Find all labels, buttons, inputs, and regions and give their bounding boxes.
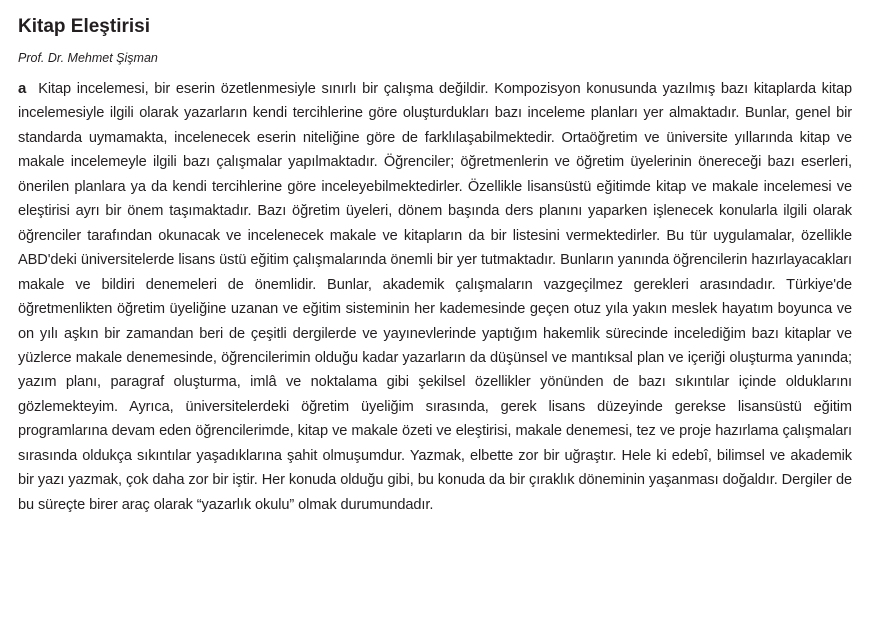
article-author: Prof. Dr. Mehmet Şişman bbox=[18, 51, 158, 65]
article-body bbox=[18, 77, 852, 517]
article-page bbox=[18, 14, 852, 517]
section-marker: a bbox=[18, 80, 27, 97]
body-paragraph: Kitap incelemesi, bir eserin özetlenmesiyle sınırlı bir çalışma değildir. Kompozisyon konusunda yazılmış bazı kitaplarda kitap incelemesiyle ilgili olarak yazarların kendi tercihlerine göre oluşturdukları bazı inceleme planları yer almaktadır. Bunlar, genel bir standarda uymamakta, incelenecek eserin niteliğine göre de farklılaşabilmektedir. Ortaöğretim ve üniversite yıllarında kitap ve makale incelemeyle ilgili bazı çalışmalar yapılmaktadır. Öğrenciler; öğretmenlerin ve öğretim üyelerinin önereceği bazı eserleri, önerilen planlara ya da kendi tercihlerine göre inceleyebilmektedirler. Özellikle lisansüstü eğitimde kitap ve makale incelemesi ve eleştirisi ayrı bir önem taşımaktadır. Bazı öğretim üyeleri, dönem başında ders planını yaparken işlenecek konularla ilgili olarak öğrenciler tarafından okunacak ve incelenecek makale ve kitapların da bir listesini vermektedirler. Bu tür uygulamalar, özellikle ABD'deki üniversitelerde lisans üstü eğitim çalışmalarında önemli bir yer tutmaktadır. Bunların yanında öğrencilerin hazırlayacakları makale ve bildiri denemeleri de önemlidir. Bunlar, akademik çalışmaların vazgeçilmez gerekleri arasındadır. Türkiye'de öğretmenlikten öğretim üyeliğine uzanan ve eğitim sisteminin her kademesinde geçen otuz yıla yakın meslek hayatım boyunca ve on yılı aşkın bir zamandan beri de çeşitli dergilerde ve yayınevlerinde yaptığım hakemlik sürecinde incelediğim bazı kitaplar ve yüzlerce makale denemesinde, öğrencilerimin olduğu kadar yazarların da düşünsel ve mantıksal plan ve içeriği oluşturma yanında; yazım planı, paragraf oluşturma, imlâ ve noktalama gibi şekilsel özellikler yönünden de bazı sıkıntılar içinde olduklarını gözlemekteyim. Ayrıca, üniversitelerdeki öğretim üyeliğim sırasında, gerek lisans düzeyinde gerekse lisansüstü eğitim programlarına devam eden öğrencilerimde, kitap ve makale özeti ve eleştirisi, makale denemesi, tez ve proje hazırlama çalışmaları sırasında oldukça sıkıntılar yaşadıklarına şahit olmuşumdur. Yazmak, elbette zor bir uğraştır. Hele ki edebî, bilimsel ve akademik bir yazı yazmak, çok daha zor bir iştir. Her konuda olduğu gibi, bu konuda da bir çıraklık döneminin yaşanması doğaldır. Dergiler de bu süreçte birer araç olarak “yazarlık okulu” olmak durumundadır. bbox=[18, 81, 852, 513]
article-title: Kitap Eleştirisi bbox=[18, 16, 150, 37]
